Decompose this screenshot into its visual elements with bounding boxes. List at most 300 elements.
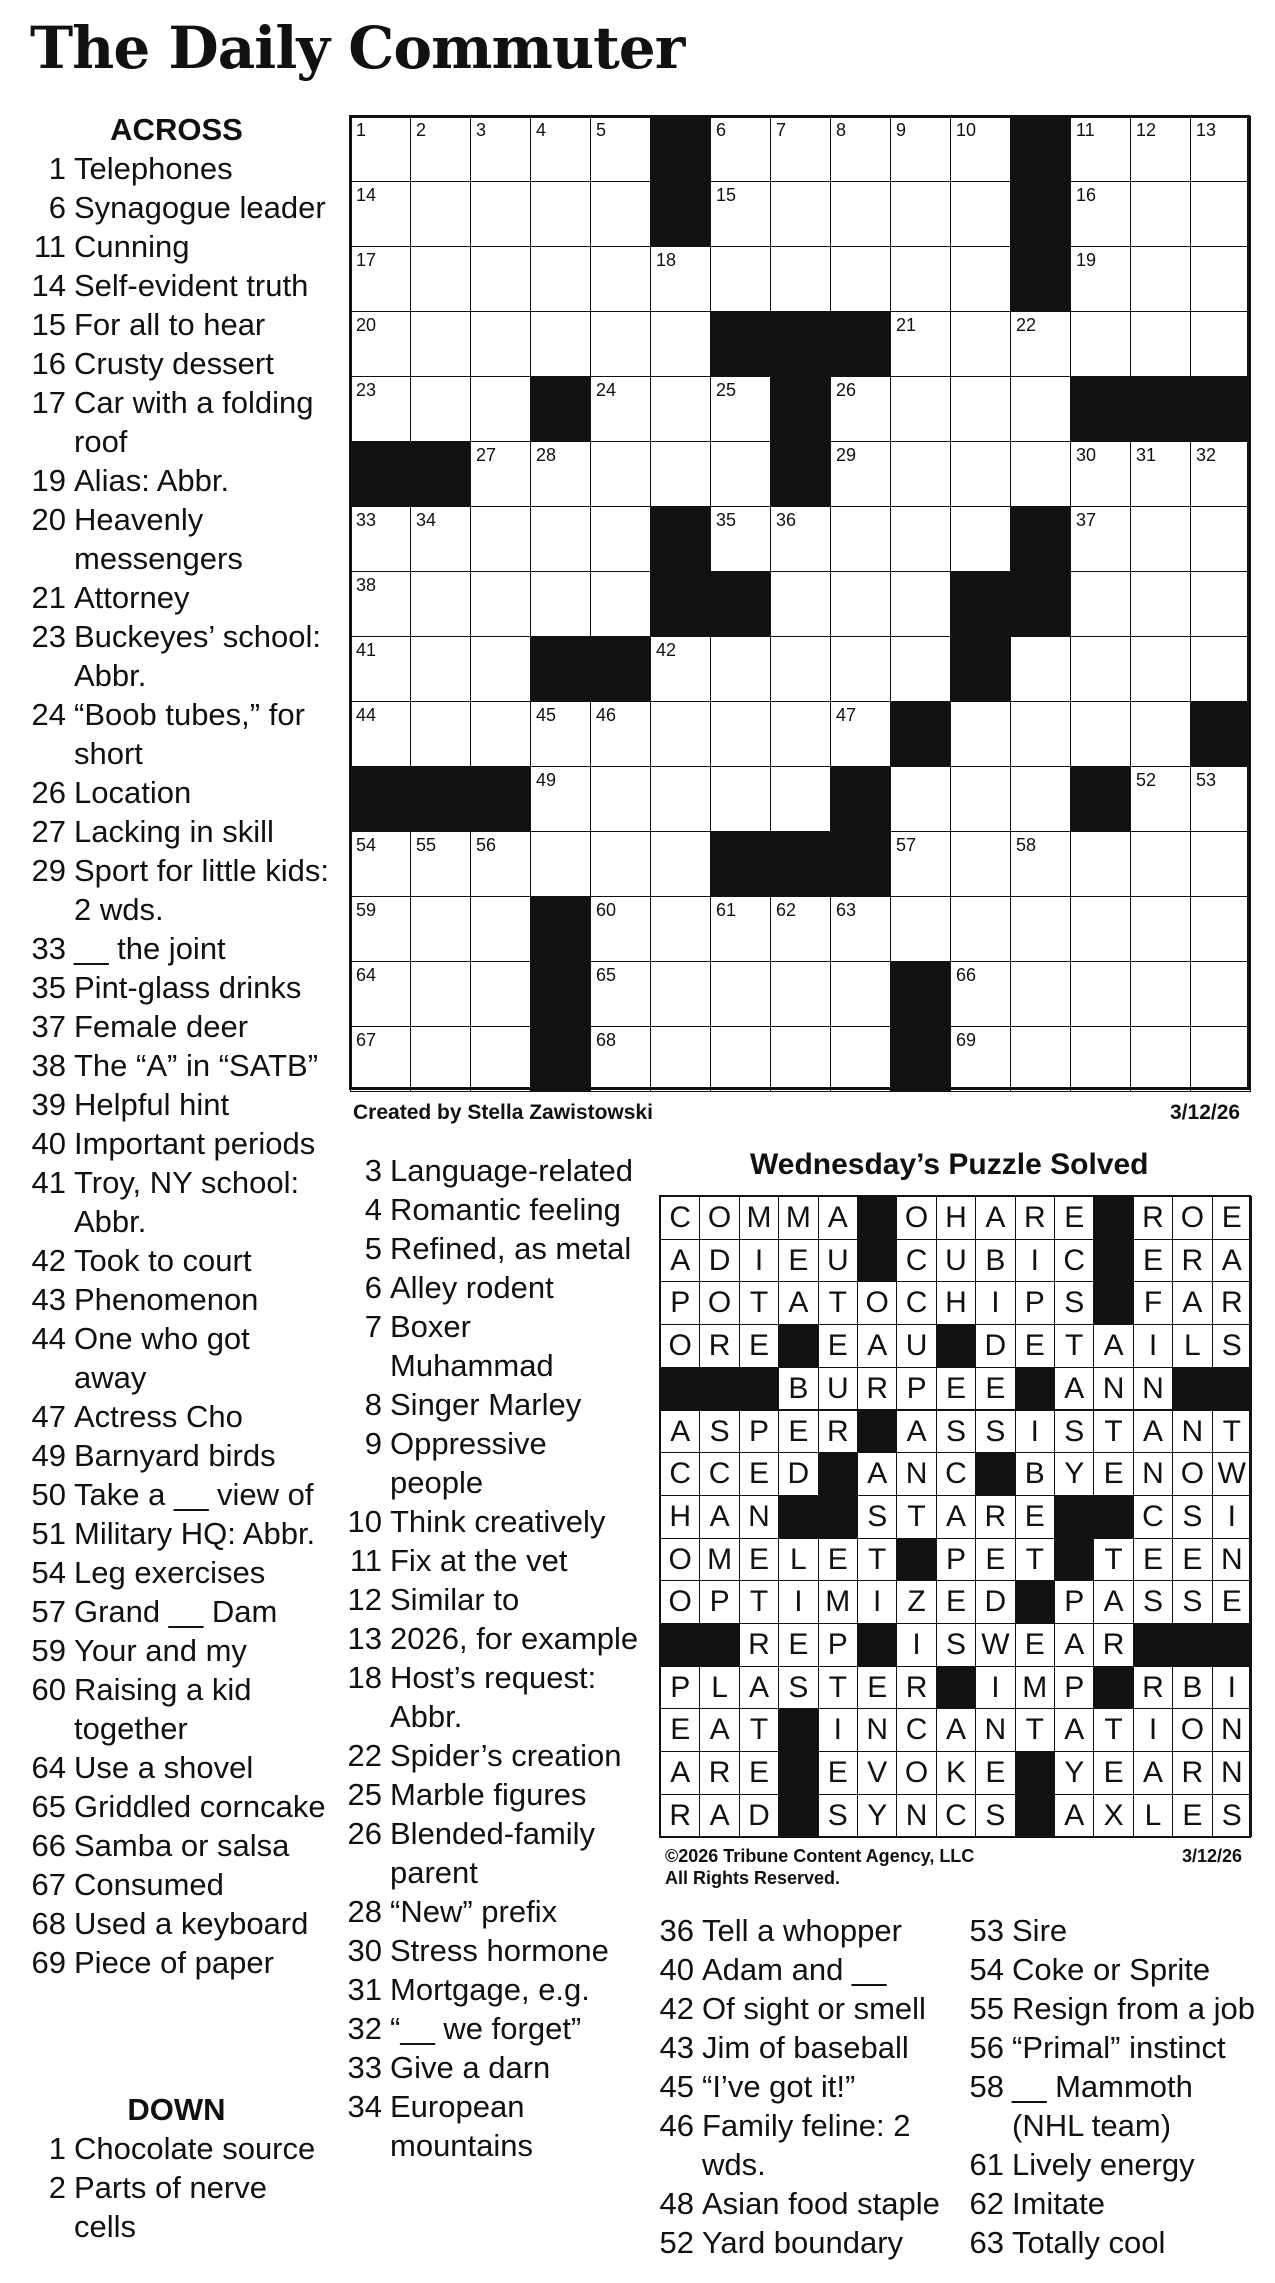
clue-37 [24,1007,329,1046]
solution-letter: N [896,1794,936,1838]
clue-10 [340,1502,640,1541]
clue-26 [24,773,329,812]
cell-number: 8 [836,120,847,140]
cell-number: 33 [356,510,377,530]
cell-number: 36 [776,510,797,530]
solution-letter: Y [1054,1751,1094,1795]
solution-letter: F [1133,1281,1173,1325]
solution-letter: R [1133,1196,1173,1240]
solution-letter: O [857,1281,897,1325]
clue-50 [24,1475,329,1514]
solution-letter: S [1054,1281,1094,1325]
clue-number: 50 [31,1477,66,1512]
clue-text: Blended-family parent [390,1816,596,1890]
solution-letter: O [699,1281,739,1325]
clue-number: 60 [31,1672,66,1707]
cell-number: 66 [956,965,977,985]
clue-number: 32 [347,2011,382,2046]
clue-number: 6 [48,190,66,225]
solution-letter: E [739,1538,779,1582]
cell-number: 63 [836,900,857,920]
solution-letter: E [1015,1324,1055,1368]
solution-letter: C [896,1708,936,1752]
clue-30 [340,1931,640,1970]
clue-number: 69 [31,1945,66,1980]
clue-number: 17 [31,385,66,420]
clue-11 [24,227,329,266]
clue-number: 55 [969,1991,1004,2026]
across-clue-list [24,149,329,1982]
clue-text: “New” prefix [390,1894,558,1929]
clue-number: 33 [347,2050,382,2085]
cell-number: 57 [896,835,917,855]
clue-13 [340,1619,640,1658]
cell-number: 15 [716,185,737,205]
clue-text: Telephones [74,151,233,186]
solution-letter: O [1172,1196,1212,1240]
clue-20 [24,500,329,578]
clue-number: 30 [347,1933,382,1968]
clue-text: Parts of nerve cells [74,2170,267,2244]
solution-letter: C [896,1239,936,1283]
solution-letter: E [1015,1495,1055,1539]
solution-letter: S [936,1410,976,1454]
clue-19 [24,461,329,500]
solution-letter: E [739,1452,779,1496]
solution-letter: R [1015,1196,1055,1240]
clue-40 [24,1124,329,1163]
clue-text: Military HQ: Abbr. [74,1516,316,1551]
solution-letter: A [699,1708,739,1752]
solution-letter: N [1133,1452,1173,1496]
solution-letter: R [1133,1666,1173,1710]
clue-number: 28 [347,1894,382,1929]
solution-letter: D [699,1239,739,1283]
down-clue-list-1 [24,2129,329,2246]
solution-letter: U [896,1324,936,1368]
clue-1 [24,149,329,188]
clue-12 [340,1580,640,1619]
clue-number: 49 [31,1438,66,1473]
solution-letter: N [896,1452,936,1496]
clue-number: 37 [31,1009,66,1044]
solution-letter: I [1015,1239,1055,1283]
clue-number: 31 [347,1972,382,2007]
clue-text: Romantic feeling [390,1192,621,1227]
solution-letter: P [699,1580,739,1624]
solution-letter: O [660,1324,700,1368]
clue-15 [24,305,329,344]
cell-number: 18 [656,250,677,270]
down-clue-list-2 [340,1151,640,2165]
clue-text: Leg exercises [74,1555,266,1590]
cell-number: 1 [356,120,367,140]
solution-letter: A [1054,1367,1094,1411]
clue-52 [652,2223,952,2262]
solution-letter: S [1133,1580,1173,1624]
solution-letter: E [1093,1452,1133,1496]
clue-54 [24,1553,329,1592]
solution-letter: S [975,1794,1015,1838]
clue-number: 51 [31,1516,66,1551]
clue-number: 8 [364,1387,382,1422]
cell-number: 16 [1076,185,1097,205]
solution-letter: N [1133,1367,1173,1411]
cell-number: 21 [896,315,917,335]
solution-letter: R [1172,1239,1212,1283]
down-clues-column-1 [24,2090,329,2246]
clue-text: Refined, as metal [390,1231,632,1266]
solution-letter: A [1133,1751,1173,1795]
clue-text: Stress hormone [390,1933,609,1968]
solution-letter: T [818,1666,858,1710]
clue-number: 52 [659,2225,694,2260]
clue-number: 40 [31,1126,66,1161]
clue-5 [340,1229,640,1268]
clue-number: 66 [31,1828,66,1863]
clue-number: 62 [969,2186,1004,2221]
cell-number: 55 [416,835,437,855]
clue-text: Car with a folding roof [74,385,314,459]
solution-letter: U [936,1239,976,1283]
clue-number: 14 [31,268,66,303]
solution-letter: E [975,1751,1015,1795]
clue-text: Alley rodent [390,1270,554,1305]
clue-number: 36 [659,1913,694,1948]
clue-35 [24,968,329,1007]
solution-letter: C [660,1452,700,1496]
clue-text: Barnyard birds [74,1438,276,1473]
solution-letter: B [1015,1452,1055,1496]
clue-number: 9 [364,1426,382,1461]
solution-letter: R [699,1751,739,1795]
rights-line: All Rights Reserved. [665,1868,841,1888]
solution-title: Wednesday’s Puzzle Solved [750,1148,1149,1181]
cell-number: 38 [356,575,377,595]
cell-number: 2 [416,120,427,140]
solution-letter: N [857,1708,897,1752]
cell-number: 22 [1016,315,1037,335]
clue-65 [24,1787,329,1826]
solution-letter: T [1212,1410,1252,1454]
clue-number: 67 [31,1867,66,1902]
clue-number: 39 [31,1087,66,1122]
cell-number: 6 [716,120,727,140]
solution-letter: M [778,1196,818,1240]
clue-number: 5 [364,1231,382,1266]
clue-text: Actress Cho [74,1399,243,1434]
solution-letter: I [739,1239,779,1283]
down-clues-column-4 [962,1911,1267,2262]
clue-46 [652,2106,952,2184]
solution-letter: A [1212,1239,1252,1283]
solution-letter: E [1015,1623,1055,1667]
solution-letter: T [857,1538,897,1582]
solution-letter: A [660,1410,700,1454]
solution-letter: L [778,1538,818,1582]
clue-40 [652,1950,952,1989]
solution-letter: A [739,1666,779,1710]
clue-text: Female deer [74,1009,249,1044]
solution-letter: A [857,1452,897,1496]
solution-letter: O [660,1580,700,1624]
clue-text: Important periods [74,1126,316,1161]
solution-letter: P [896,1367,936,1411]
solution-letter: A [699,1794,739,1838]
clue-number: 45 [659,2069,694,2104]
clue-2 [24,2168,329,2246]
clue-61 [962,2145,1267,2184]
cell-number: 12 [1136,120,1157,140]
clue-text: Imitate [1012,2186,1106,2221]
solution-letter: B [778,1367,818,1411]
clue-67 [24,1865,329,1904]
clue-number: 29 [31,853,66,888]
clue-63 [962,2223,1267,2262]
clue-text: Used a keyboard [74,1906,309,1941]
clue-text: Phenomenon [74,1282,259,1317]
clue-24 [24,695,329,773]
solution-letter: A [1054,1623,1094,1667]
cell-number: 67 [356,1030,377,1050]
solution-letter: E [936,1367,976,1411]
solution-letter: D [739,1794,779,1838]
clue-47 [24,1397,329,1436]
clue-39 [24,1085,329,1124]
clue-number: 26 [347,1816,382,1851]
solution-letter: A [1093,1580,1133,1624]
clue-54 [962,1950,1267,1989]
solution-letter: P [1054,1580,1094,1624]
clue-1 [24,2129,329,2168]
clue-17 [24,383,329,461]
solution-letter: A [778,1281,818,1325]
clue-43 [652,2028,952,2067]
solution-letter: A [660,1239,700,1283]
clue-18 [340,1658,640,1736]
solution-letter: P [936,1538,976,1582]
clue-28 [340,1892,640,1931]
cell-number: 5 [596,120,607,140]
clue-27 [24,812,329,851]
solution-letter: A [1172,1281,1212,1325]
clue-49 [24,1436,329,1475]
cell-number: 31 [1136,445,1157,465]
clue-44 [24,1319,329,1397]
solution-letter: M [1015,1666,1055,1710]
solution-letter: A [1054,1794,1094,1838]
solution-letter: S [699,1410,739,1454]
clue-26 [340,1814,640,1892]
cell-number: 29 [836,445,857,465]
solution-letter: I [1133,1708,1173,1752]
solution-letter: H [660,1495,700,1539]
clue-59 [24,1631,329,1670]
solution-letter: N [1212,1538,1252,1582]
cell-number: 61 [716,900,737,920]
cell-number: 46 [596,705,617,725]
clue-text: Grand __ Dam [74,1594,278,1629]
masthead-title: The Daily Commuter [30,14,685,82]
solution-letter: R [1093,1623,1133,1667]
cell-number: 25 [716,380,737,400]
clue-48 [652,2184,952,2223]
clue-text: “Boob tubes,” for short [74,697,305,771]
clue-number: 48 [659,2186,694,2221]
clue-16 [24,344,329,383]
solution-letter: I [975,1666,1015,1710]
solution-letter: I [896,1623,936,1667]
clue-text: Pint-glass drinks [74,970,302,1005]
solution-letter: A [1054,1708,1094,1752]
solution-letter: E [739,1324,779,1368]
clue-text: Tell a whopper [702,1913,902,1948]
clue-text: Your and my [74,1633,247,1668]
solution-letter: A [1093,1324,1133,1368]
solution-letter: E [818,1538,858,1582]
solution-letter: I [1015,1410,1055,1454]
clue-number: 19 [31,463,66,498]
solution-grid-frame [659,1195,1251,1838]
solution-letter: T [1093,1708,1133,1752]
clue-number: 54 [969,1952,1004,1987]
clue-text: Host’s request: Abbr. [390,1660,597,1734]
solution-letter: O [699,1196,739,1240]
clue-text: “Primal” instinct [1012,2030,1226,2065]
clue-55 [962,1989,1267,2028]
solution-letter: W [975,1623,1015,1667]
cell-number: 52 [1136,770,1157,790]
solution-letter: T [739,1580,779,1624]
solution-letter: C [936,1452,976,1496]
down-clues-column-3 [652,1911,952,2262]
clue-number: 21 [31,580,66,615]
solution-letter: I [975,1281,1015,1325]
cell-number: 24 [596,380,617,400]
clue-4 [340,1190,640,1229]
solution-letter: P [1015,1281,1055,1325]
solution-letter: E [857,1666,897,1710]
clue-text: Took to court [74,1243,252,1278]
clue-text: Sport for little kids: 2 wds. [74,853,329,927]
clue-11 [340,1541,640,1580]
clue-text: Use a shovel [74,1750,254,1785]
solution-letter: E [1172,1538,1212,1582]
clue-number: 53 [969,1913,1004,1948]
solution-letter: C [1054,1239,1094,1283]
solution-letter: M [818,1580,858,1624]
clue-number: 35 [31,970,66,1005]
clue-text: Lively energy [1012,2147,1195,2182]
clue-32 [340,2009,640,2048]
clue-text: Heavenly messengers [74,502,243,576]
cell-number: 68 [596,1030,617,1050]
clue-number: 43 [659,2030,694,2065]
clue-number: 47 [31,1399,66,1434]
solution-letter: N [1093,1367,1133,1411]
cell-number: 34 [416,510,437,530]
clue-number: 24 [31,697,66,732]
clue-42 [652,1989,952,2028]
solution-letter: T [896,1495,936,1539]
cell-number: 26 [836,380,857,400]
solution-letter: T [1093,1538,1133,1582]
clue-text: Griddled corncake [74,1789,326,1824]
down-clue-list-4 [962,1911,1267,2262]
clue-text: Similar to [390,1582,520,1617]
clue-text: “I’ve got it!” [702,2069,856,2104]
solution-letter: A [660,1751,700,1795]
solution-letter: E [1093,1751,1133,1795]
solution-letter: I [1133,1324,1173,1368]
solution-letter: R [660,1794,700,1838]
clue-64 [24,1748,329,1787]
solution-letter: O [896,1751,936,1795]
solution-letter: R [818,1410,858,1454]
solution-letter: Y [857,1794,897,1838]
solution-letter: N [1212,1708,1252,1752]
clue-text: Take a __ view of [74,1477,314,1512]
solution-letter: A [1133,1410,1173,1454]
clue-number: 15 [31,307,66,342]
clue-53 [962,1911,1267,1950]
solution-letter: K [936,1751,976,1795]
solution-letter: T [739,1281,779,1325]
solution-letter: N [975,1708,1015,1752]
solution-letter: E [778,1410,818,1454]
solution-letter: U [818,1239,858,1283]
solution-letter: P [818,1623,858,1667]
clue-7 [340,1307,640,1385]
cell-number: 69 [956,1030,977,1050]
clue-text: Think creatively [390,1504,606,1539]
puzzle-date: 3/12/26 [1170,1101,1241,1124]
solution-letter: E [778,1623,818,1667]
clue-text: Oppressive people [390,1426,547,1500]
cell-number: 44 [356,705,377,725]
clue-text: Cunning [74,229,190,264]
solution-letter: I [778,1580,818,1624]
clue-68 [24,1904,329,1943]
cell-number: 20 [356,315,377,335]
clue-number: 68 [31,1906,66,1941]
clue-number: 18 [347,1660,382,1695]
cell-number: 27 [476,445,497,465]
cell-number: 59 [356,900,377,920]
solution-letter: R [975,1495,1015,1539]
clue-text: Attorney [74,580,190,615]
solution-letter: C [1133,1495,1173,1539]
clue-text: One who got away [74,1321,250,1395]
clue-3 [340,1151,640,1190]
down-clue-list-3 [652,1911,952,2262]
clue-number: 44 [31,1321,66,1356]
cell-number: 10 [956,120,977,140]
cell-number: 64 [356,965,377,985]
down-clues-column-2 [340,1151,640,2165]
solution-letter: S [975,1410,1015,1454]
solution-letter: S [778,1666,818,1710]
solution-letter: E [1054,1196,1094,1240]
solution-letter: E [1212,1580,1252,1624]
solution-letter: E [936,1580,976,1624]
clue-number: 3 [364,1153,382,1188]
clue-text: Singer Marley [390,1387,582,1422]
clue-number: 2 [48,2170,66,2205]
solution-letter: A [699,1495,739,1539]
solution-copyright [665,1845,974,1889]
clue-number: 64 [31,1750,66,1785]
